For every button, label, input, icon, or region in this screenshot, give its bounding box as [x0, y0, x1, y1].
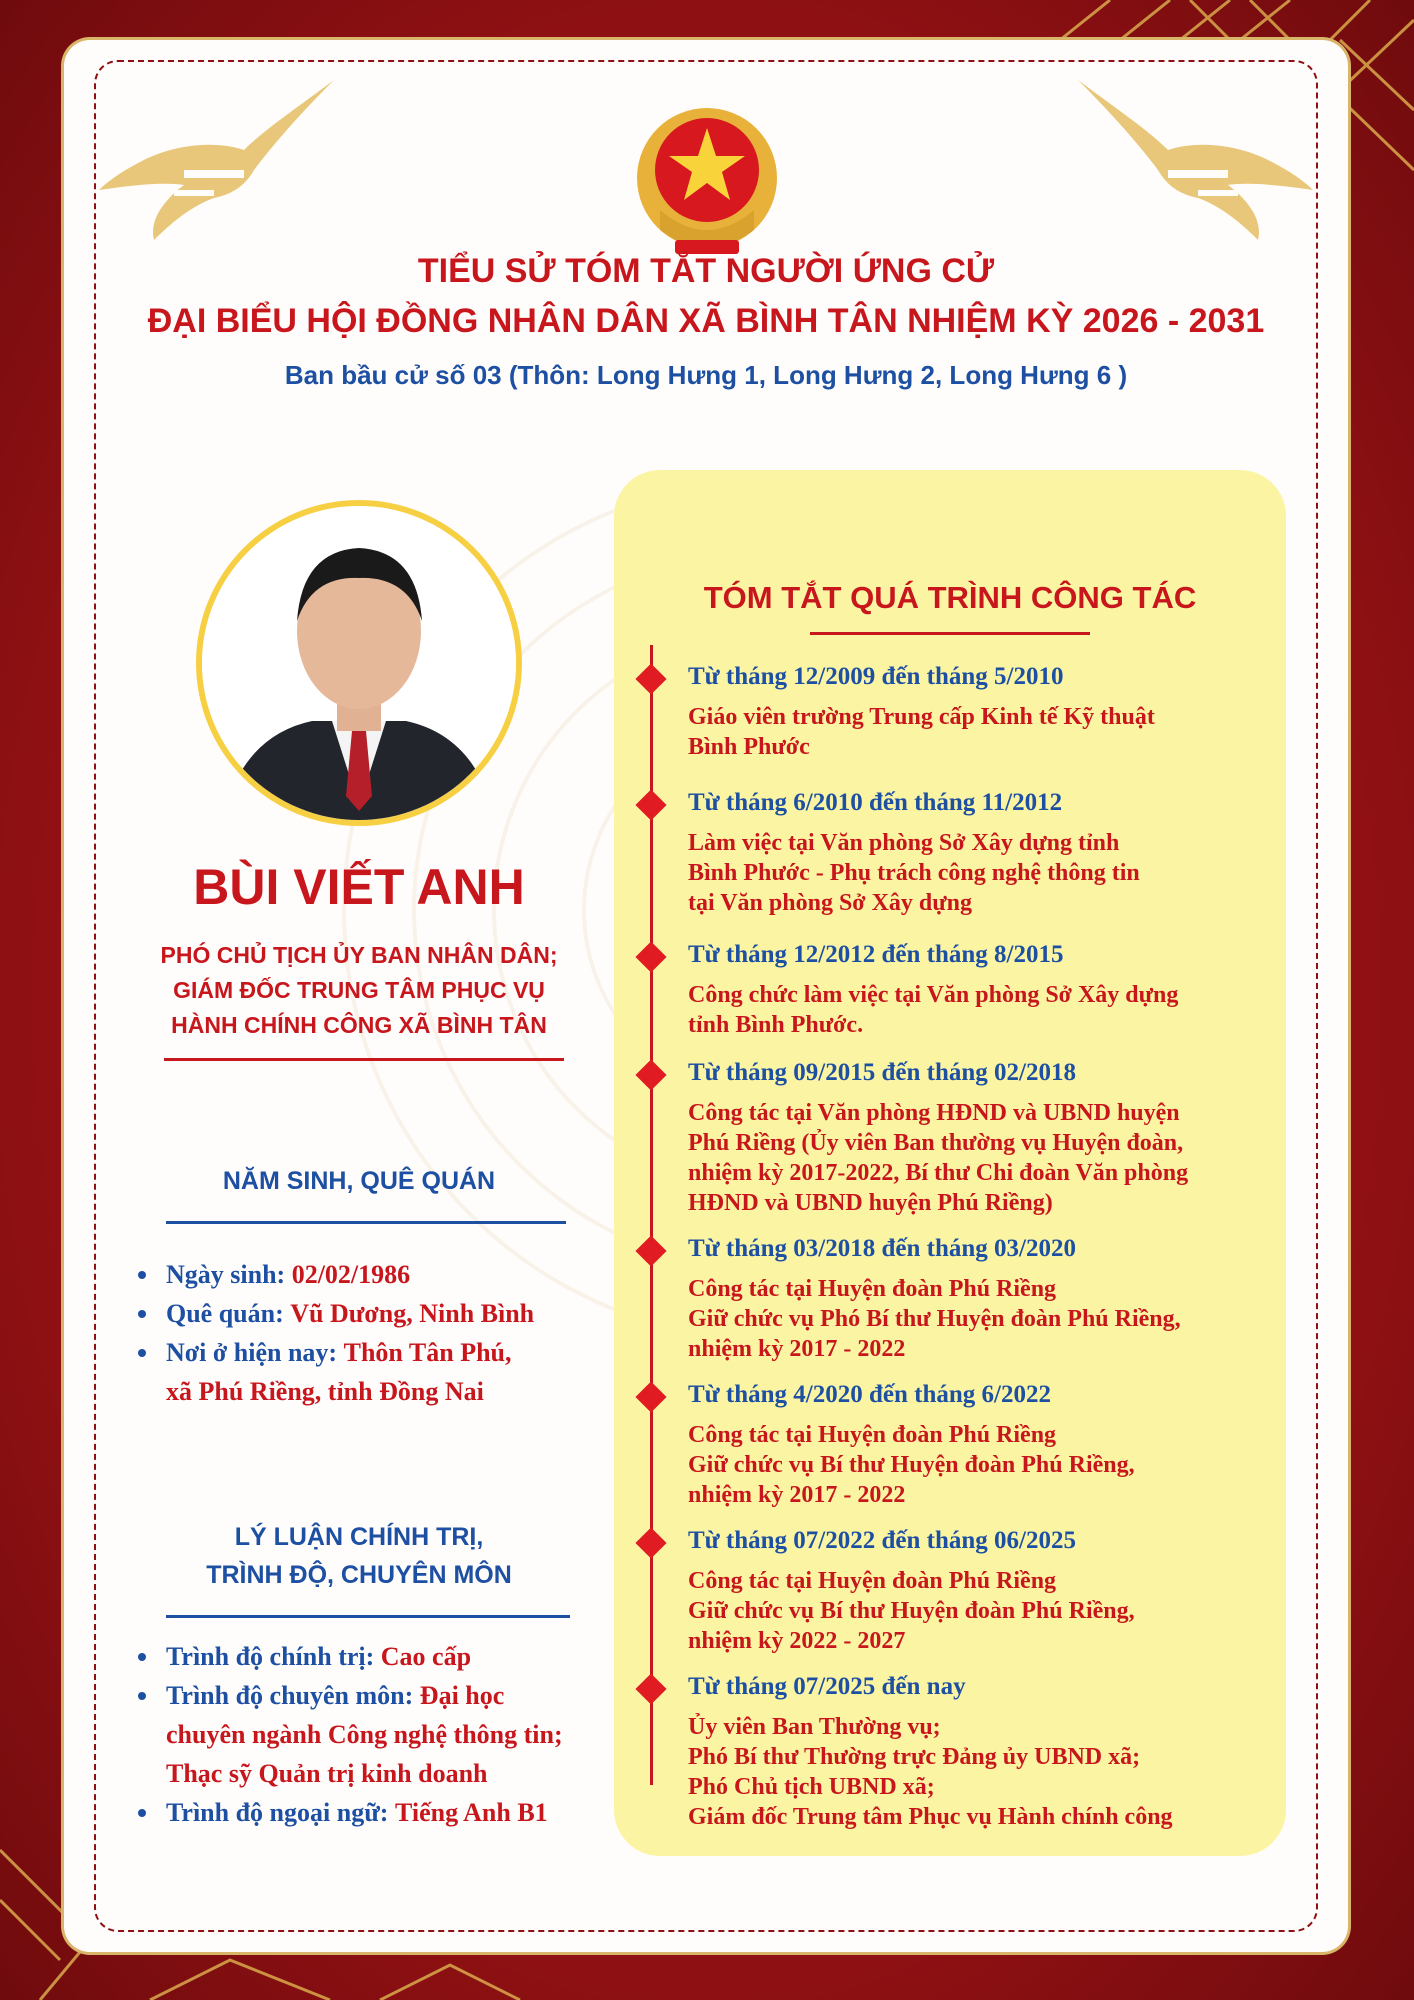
list-item: Trình độ chính trị: Cao cấp	[134, 1637, 604, 1676]
timeline-text: Ủy viên Ban Thường vụ; Phó Bí thư Thường trực Đảng ủy UBND xã; Phó Chủ tịch UBND xã; Giám đốc Trung tâm Phục vụ Hành chính công	[688, 1714, 1173, 1830]
timeline-date: Từ tháng 07/2025 đến nay	[688, 1673, 966, 1700]
list-item: Quê quán: Vũ Dương, Ninh Bình	[134, 1294, 604, 1333]
birth-section-heading: NĂM SINH, QUÊ QUÁN	[222, 1167, 496, 1195]
timeline-diamond-icon	[635, 1673, 666, 1704]
timeline-date: Từ tháng 07/2022 đến tháng 06/2025	[688, 1527, 1076, 1554]
position-line: PHÓ CHỦ TỊCH ỦY BAN NHÂN DÂN;	[160, 942, 558, 968]
list-item: Ngày sinh: 02/02/1986	[134, 1255, 604, 1294]
timeline-text: Giáo viên trường Trung cấp Kinh tế Kỹ thuật Bình Phước	[688, 704, 1155, 760]
timeline-diamond-icon	[635, 941, 666, 972]
timeline-date: Từ tháng 12/2009 đến tháng 5/2010	[688, 663, 1064, 690]
timeline-diamond-icon	[635, 1059, 666, 1090]
timeline-text: Làm việc tại Văn phòng Sở Xây dựng tỉnh Bình Phước - Phụ trách công nghệ thông tin tại Văn phòng Sở Xây dựng	[688, 830, 1140, 916]
timeline-date: Từ tháng 03/2018 đến tháng 03/2020	[688, 1235, 1076, 1262]
career-title: TÓM TẮT QUÁ TRÌNH CÔNG TÁC	[703, 580, 1197, 615]
crane-icon	[1068, 70, 1318, 250]
crane-icon	[94, 70, 344, 250]
timeline-text: Công tác tại Huyện đoàn Phú Riềng Giữ chức vụ Bí thư Huyện đoàn Phú Riềng, nhiệm kỳ 2017 - 2022	[688, 1422, 1135, 1508]
position-line: GIÁM ĐỐC TRUNG TÂM PHỤC VỤ	[173, 977, 545, 1003]
timeline-text: Công tác tại Huyện đoàn Phú Riềng Giữ chức vụ Phó Bí thư Huyện đoàn Phú Riềng, nhiệm kỳ 2017 - 2022	[688, 1276, 1181, 1362]
list-item: Trình độ chuyên môn: Đại học chuyên ngành Công nghệ thông tin; Thạc sỹ Quản trị kinh doanh	[134, 1676, 604, 1793]
education-section-divider	[166, 1615, 570, 1618]
position-line: HÀNH CHÍNH CÔNG XÃ BÌNH TÂN	[171, 1012, 547, 1038]
title-line-1: TIỂU SỬ TÓM TẮT NGƯỜI ỨNG CỬ	[417, 252, 995, 290]
timeline-text: Công tác tại Văn phòng HĐND và UBND huyện Phú Riềng (Ủy viên Ban thường vụ Huyện đoàn, nhiệm kỳ 2017-2022, Bí thư Chi đoàn Văn phòng HĐND và UBND huyện Phú Riềng)	[688, 1100, 1189, 1216]
timeline-diamond-icon	[635, 663, 666, 694]
name-divider	[164, 1058, 564, 1061]
timeline-date: Từ tháng 09/2015 đến tháng 02/2018	[688, 1059, 1076, 1086]
constituency-subtitle: Ban bầu cử số 03 (Thôn: Long Hưng 1, Long Hưng 2, Long Hưng 6 )	[284, 360, 1128, 390]
education-list	[134, 1637, 604, 1832]
timeline-date: Từ tháng 12/2012 đến tháng 8/2015	[688, 941, 1064, 968]
timeline-diamond-icon	[635, 1381, 666, 1412]
education-section-heading: LÝ LUẬN CHÍNH TRỊ, TRÌNH ĐỘ, CHUYÊN MÔN	[206, 1523, 512, 1589]
timeline-diamond-icon	[635, 1235, 666, 1266]
timeline-diamond-icon	[635, 789, 666, 820]
candidate-photo	[202, 506, 516, 820]
list-item: Trình độ ngoại ngữ: Tiếng Anh B1	[134, 1793, 604, 1832]
profile-card	[64, 40, 1348, 1952]
career-title-divider	[810, 632, 1090, 635]
timeline-date: Từ tháng 4/2020 đến tháng 6/2022	[688, 1381, 1051, 1408]
list-item: Nơi ở hiện nay: Thôn Tân Phú, xã Phú Riềng, tỉnh Đồng Nai	[134, 1333, 604, 1411]
portrait-frame	[196, 500, 522, 826]
candidate-name: BÙI VIẾT ANH	[193, 859, 525, 915]
timeline-diamond-icon	[635, 1527, 666, 1558]
title-line-2: ĐẠI BIỂU HỘI ĐỒNG NHÂN DÂN XÃ BÌNH TÂN NHIỆM KỲ 2026 - 2031	[147, 302, 1265, 340]
timeline-date: Từ tháng 6/2010 đến tháng 11/2012	[688, 789, 1063, 816]
candidate-position	[104, 938, 614, 1043]
timeline-text: Công chức làm việc tại Văn phòng Sở Xây dựng tỉnh Bình Phước.	[688, 982, 1179, 1038]
birth-section-divider	[166, 1221, 566, 1224]
timeline-text: Công tác tại Huyện đoàn Phú Riềng Giữ chức vụ Bí thư Huyện đoàn Phú Riềng, nhiệm kỳ 2022 - 2027	[688, 1568, 1135, 1654]
birth-list	[134, 1255, 604, 1411]
career-panel	[614, 470, 1286, 1856]
national-emblem-icon	[630, 100, 784, 272]
